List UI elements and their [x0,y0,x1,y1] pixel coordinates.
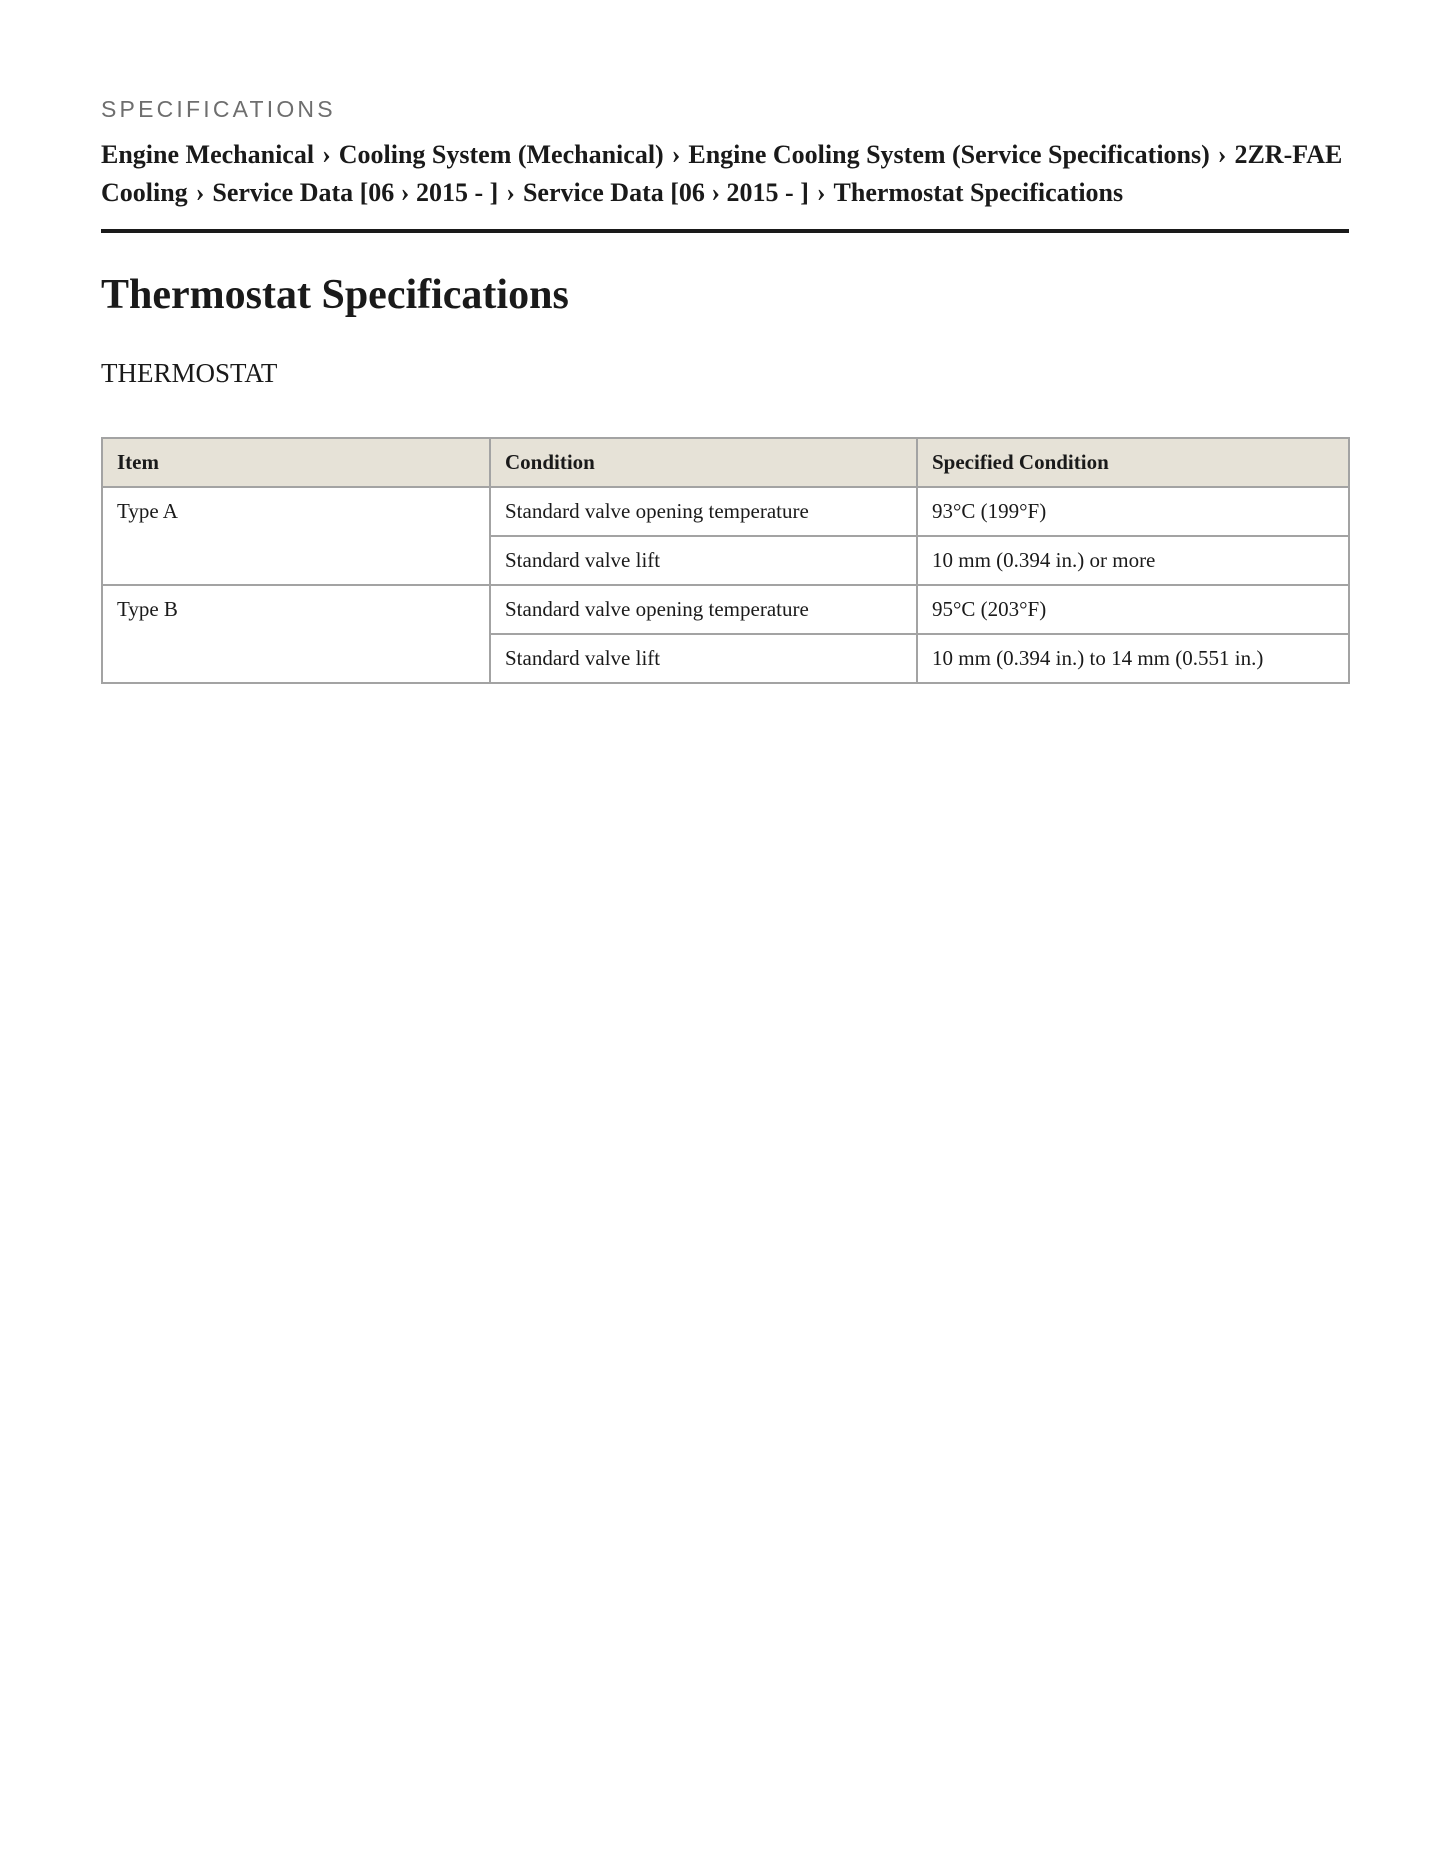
table-row [102,585,1349,634]
spec-cell: 93°C (199°F) [917,487,1349,536]
spec-table [101,437,1350,684]
subsection-heading: THERMOSTAT [101,358,278,388]
column-header-condition: Condition [490,438,917,487]
breadcrumb-item-thermostat-specifications[interactable]: Thermostat Specifications [833,178,1124,207]
item-cell: Type B [102,585,490,683]
breadcrumb-item-2zr-fae-cooling[interactable]: 2ZR-FAE Cooling [101,140,1343,207]
breadcrumb-item-engine-mechanical[interactable]: Engine Mechanical [101,140,315,169]
document-page [101,94,1349,684]
breadcrumb-item-service-data-2[interactable]: Service Data [06 › 2015 - ] [522,178,809,207]
condition-cell: Standard valve opening temperature [490,487,917,536]
breadcrumb-item-engine-cooling-system[interactable]: Engine Cooling System (Service Specifications) [688,140,1210,169]
breadcrumb-item-service-data[interactable]: Service Data [06 › 2015 - ] [212,178,499,207]
breadcrumb-separator: › [816,178,826,207]
spec-cell: 10 mm (0.394 in.) to 14 mm (0.551 in.) [917,634,1349,683]
condition-cell: Standard valve opening temperature [490,585,917,634]
column-header-specified-condition: Specified Condition [917,438,1349,487]
breadcrumb-separator: › [671,140,681,169]
breadcrumb-separator: › [506,178,515,207]
breadcrumb-separator: › [195,178,205,207]
item-cell: Type A [102,487,490,585]
table-row [102,487,1349,536]
breadcrumb [101,136,1349,233]
condition-cell: Standard valve lift [490,634,917,683]
section-label: SPECIFICATIONS [101,96,336,122]
spec-cell: 95°C (203°F) [917,585,1349,634]
spec-cell: 10 mm (0.394 in.) or more [917,536,1349,585]
breadcrumb-separator: › [322,140,331,169]
breadcrumb-item-cooling-system[interactable]: Cooling System (Mechanical) [338,140,664,169]
page-title: Thermostat Specifications [101,272,569,318]
breadcrumb-separator: › [1217,140,1227,169]
condition-cell: Standard valve lift [490,536,917,585]
table-header-row [102,438,1349,487]
column-header-item: Item [102,438,490,487]
